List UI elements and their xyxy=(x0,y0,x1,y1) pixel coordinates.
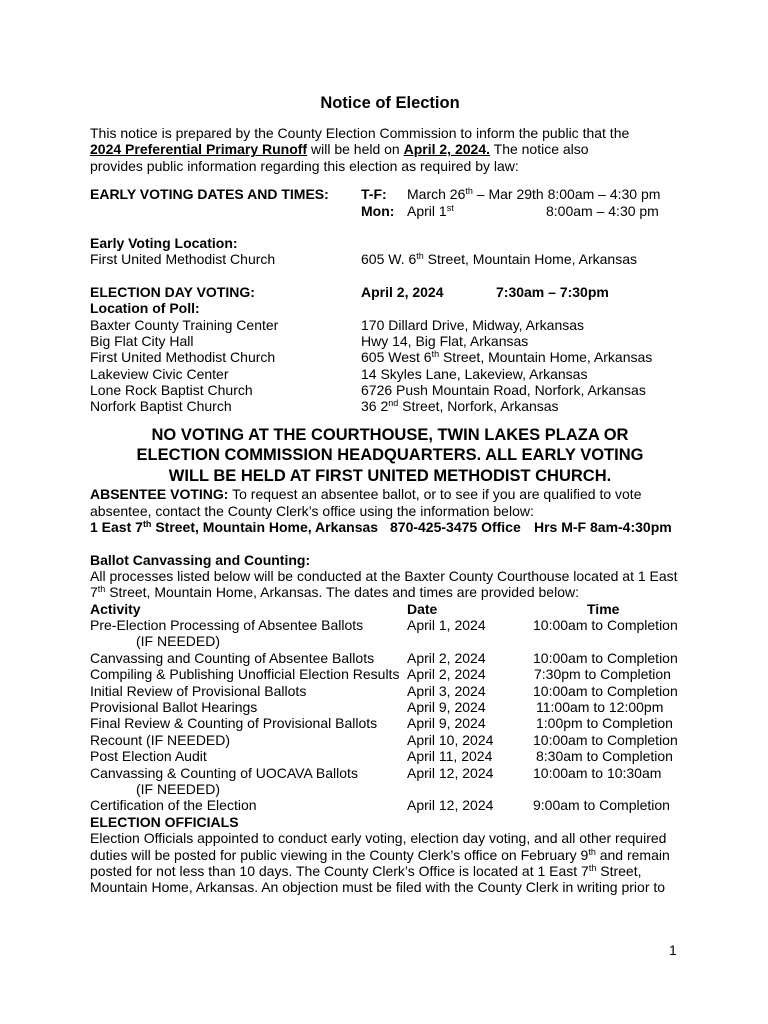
early-voting-day-2: Mon: xyxy=(361,202,395,219)
officials-section xyxy=(90,814,690,896)
schedule-time: 10:00am to 10:30am xyxy=(533,764,662,781)
canvass-text-1: All processes listed below will be conducted at the Baxter County Courthouse located at 1 East xyxy=(90,567,678,584)
schedule-time: 10:00am to Completion xyxy=(533,682,678,699)
election-date: April 2, 2024. xyxy=(403,141,490,158)
schedule-date: April 12, 2024 xyxy=(407,764,494,781)
officials-heading: ELECTION OFFICIALS xyxy=(90,813,239,830)
poll-address: 170 Dillard Drive, Midway, Arkansas xyxy=(361,316,585,333)
schedule-row xyxy=(90,617,690,633)
schedule-activity: Recount (IF NEEDED) xyxy=(90,731,231,748)
canvass-line-1 xyxy=(90,568,690,584)
poll-address: 36 2nd Street, Norfork, Arkansas xyxy=(361,398,559,415)
intro-line-2 xyxy=(90,141,690,157)
absentee-text-1: To request an absentee ballot, or to see if you are qualified to vote xyxy=(228,486,642,503)
election-day-section xyxy=(90,284,690,415)
schedule-time: 11:00am to 12:00pm xyxy=(536,699,664,716)
schedule-note-row xyxy=(90,781,690,797)
poll-row xyxy=(90,398,690,414)
poll-row xyxy=(90,333,690,349)
intro-text-2: The notice also xyxy=(490,141,589,158)
intro-line-3 xyxy=(90,158,690,174)
clerk-address: 1 East 7th Street, Mountain Home, Arkansas xyxy=(90,519,379,536)
schedule-header-time: Time xyxy=(587,600,620,617)
early-voting-section xyxy=(90,186,690,268)
schedule-row xyxy=(90,683,690,699)
schedule-activity: Compiling & Publishing Unofficial Election Results xyxy=(90,666,400,683)
schedule-activity: Post Election Audit xyxy=(90,748,207,765)
schedule-date: April 3, 2024 xyxy=(407,682,486,699)
schedule-date: April 12, 2024 xyxy=(407,797,494,814)
poll-address: 14 Skyles Lane, Lakeview, Arkansas xyxy=(361,365,588,382)
schedule-date: April 11, 2024 xyxy=(407,748,493,765)
early-voting-heading: EARLY VOTING DATES AND TIMES: xyxy=(90,186,329,203)
absentee-line-2 xyxy=(90,503,690,519)
schedule-time: 10:00am to Completion xyxy=(533,617,678,634)
poll-row xyxy=(90,382,690,398)
poll-row xyxy=(90,349,690,365)
schedule-time: 7:30pm to Completion xyxy=(534,666,671,683)
schedule-date: April 2, 2024 xyxy=(407,649,486,666)
schedule-date: April 2, 2024 xyxy=(407,666,486,683)
schedule-activity: Final Review & Counting of Provisional Ballots xyxy=(90,715,378,732)
canvass-section xyxy=(90,552,690,814)
schedule-row xyxy=(90,732,690,748)
schedule-date: April 9, 2024 xyxy=(407,699,486,716)
officials-line-3: posted for not less than 10 days. The County Clerk’s Office is located at 1 East 7th Street, xyxy=(90,862,642,879)
poll-name: First United Methodist Church xyxy=(90,349,276,366)
election-day-time: 7:30am – 7:30pm xyxy=(496,283,609,300)
schedule-time: 9:00am to Completion xyxy=(533,797,670,814)
schedule-row xyxy=(90,666,690,682)
schedule-row xyxy=(90,748,690,764)
schedule-row xyxy=(90,715,690,731)
officials-line-4: Mountain Home, Arkansas. An objection must be filed with the County Clerk in writing prior to xyxy=(90,879,666,896)
poll-address: 6726 Push Mountain Road, Norfork, Arkansas xyxy=(361,382,646,399)
poll-name: Norfork Baptist Church xyxy=(90,398,232,415)
schedule-note: (IF NEEDED) xyxy=(136,781,220,797)
schedule-activity: Initial Review of Provisional Ballots xyxy=(90,682,307,699)
page-title: Notice of Election xyxy=(320,94,460,112)
intro-held-on: will be held on xyxy=(307,141,404,158)
schedule-activity: Certification of the Election xyxy=(90,797,257,814)
page-number: 1 xyxy=(669,942,677,958)
canvass-heading: Ballot Canvassing and Counting: xyxy=(90,551,311,568)
schedule-time: 1:00pm to Completion xyxy=(536,715,673,732)
clerk-phone: 870-425-3475 Office xyxy=(390,519,521,536)
notice-line-2: ELECTION COMMISSION HEADQUARTERS. ALL EARLY VOTING xyxy=(136,446,644,465)
absentee-text-2: absentee, contact the County Clerk’s office using the information below: xyxy=(90,502,534,519)
schedule-activity: Canvassing and Counting of Absentee Ballots xyxy=(90,649,375,666)
canvass-heading-row xyxy=(90,552,690,568)
notice-line-1: NO VOTING AT THE COURTHOUSE, TWIN LAKES PLAZA OR xyxy=(151,425,629,444)
poll-row xyxy=(90,366,690,382)
early-location-heading-row xyxy=(90,235,690,251)
intro-text-3: provides public information regarding this election as required by law: xyxy=(90,157,519,174)
notice-document xyxy=(90,93,690,896)
schedule-date: April 10, 2024 xyxy=(407,731,494,748)
poll-address: 605 West 6th Street, Mountain Home, Arkansas xyxy=(361,349,653,366)
poll-row xyxy=(90,317,690,333)
poll-name: Big Flat City Hall xyxy=(90,332,194,349)
early-voting-time-2: 8:00am – 4:30 pm xyxy=(546,202,659,219)
early-location-heading: Early Voting Location: xyxy=(90,234,238,251)
poll-heading: Location of Poll: xyxy=(90,300,200,317)
schedule-time: 10:00am to Completion xyxy=(533,649,678,666)
no-voting-notice xyxy=(90,425,690,487)
clerk-hours: Hrs M-F 8am-4:30pm xyxy=(534,519,672,536)
canvass-text-2: 7th Street, Mountain Home, Arkansas. The dates and times are provided below: xyxy=(90,584,579,601)
poll-address: Hwy 14, Big Flat, Arkansas xyxy=(361,332,529,349)
poll-name: Lone Rock Baptist Church xyxy=(90,382,253,399)
officials-line-2: duties will be posted for public viewing in the County Clerk’s office on February 9th and remain xyxy=(90,846,670,863)
absentee-line-1 xyxy=(90,486,690,502)
schedule-row xyxy=(90,650,690,666)
early-location-name: First United Methodist Church xyxy=(90,251,276,268)
absentee-contact-row xyxy=(90,519,690,535)
election-day-date: April 2, 2024 xyxy=(361,283,444,300)
poll-heading-row xyxy=(90,300,690,316)
schedule-note-row xyxy=(90,633,690,649)
absentee-label: ABSENTEE VOTING: xyxy=(90,486,229,503)
early-voting-day-1: T-F: xyxy=(361,186,387,203)
early-voting-row-1 xyxy=(90,186,690,202)
absentee-section xyxy=(90,486,690,535)
officials-heading-row xyxy=(90,814,690,830)
early-location-address: 605 W. 6th Street, Mountain Home, Arkansas xyxy=(361,251,637,268)
schedule-time: 8:30am to Completion xyxy=(536,748,673,765)
election-day-heading: ELECTION DAY VOTING: xyxy=(90,283,255,300)
early-voting-dates-2: April 1st xyxy=(407,202,454,219)
officials-line-1: Election Officials appointed to conduct early voting, election day voting, and all other required xyxy=(90,830,667,847)
schedule-header-activity: Activity xyxy=(90,600,141,617)
schedule-time: 10:00am to Completion xyxy=(533,731,678,748)
canvass-line-2 xyxy=(90,584,690,600)
poll-list xyxy=(90,317,690,415)
schedule-row xyxy=(90,765,690,781)
schedule-activity: Provisional Ballot Hearings xyxy=(90,699,258,716)
intro-paragraph xyxy=(90,125,690,174)
early-voting-row-2 xyxy=(90,203,690,219)
schedule-date: April 1, 2024 xyxy=(407,617,486,634)
early-location-row xyxy=(90,251,690,267)
schedule-activity: Pre-Election Processing of Absentee Ballots xyxy=(90,617,364,634)
schedule-date: April 9, 2024 xyxy=(407,715,486,732)
schedule-row xyxy=(90,699,690,715)
poll-name: Lakeview Civic Center xyxy=(90,365,229,382)
schedule-note: (IF NEEDED) xyxy=(136,633,220,650)
early-voting-dates-1: March 26th – Mar 29th 8:00am – 4:30 pm xyxy=(407,186,661,203)
intro-text-1: This notice is prepared by the County Election Commission to inform the public that the xyxy=(90,125,630,141)
schedule-header xyxy=(90,601,690,617)
poll-name: Baxter County Training Center xyxy=(90,316,279,333)
election-day-row xyxy=(90,284,690,300)
schedule-table xyxy=(90,617,690,814)
notice-line-3: WILL BE HELD AT FIRST UNITED METHODIST CHURCH. xyxy=(168,466,612,485)
schedule-header-date: Date xyxy=(407,600,438,617)
runoff-name: 2024 Preferential Primary Runoff xyxy=(90,141,308,158)
schedule-activity: Canvassing & Counting of UOCAVA Ballots xyxy=(90,764,358,781)
intro-line-1 xyxy=(90,125,690,141)
schedule-row xyxy=(90,797,690,813)
